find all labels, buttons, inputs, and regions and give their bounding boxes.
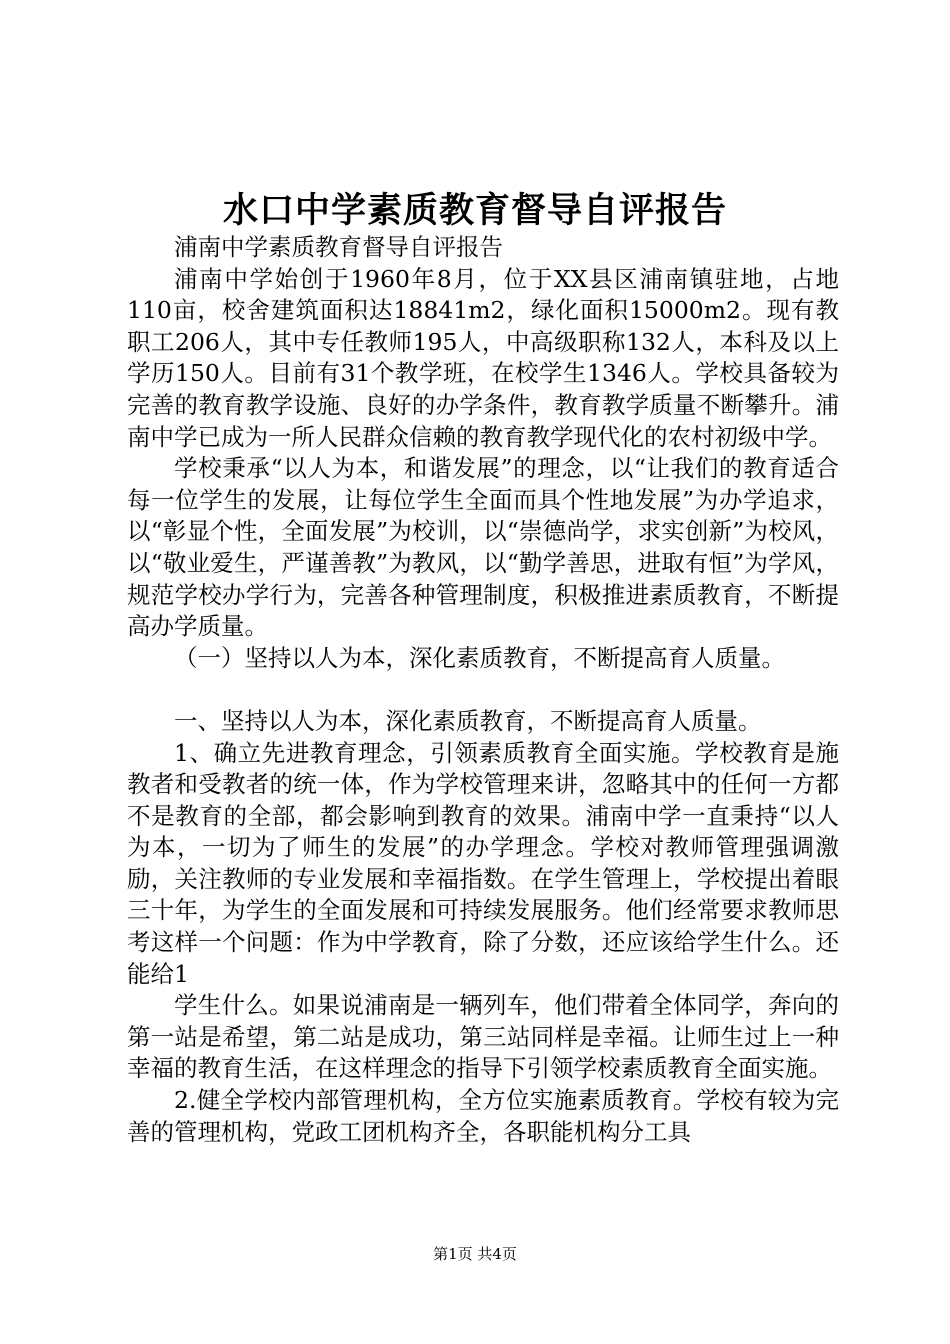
page-footer: 第1页 共4页: [433, 1245, 517, 1263]
paragraph-point-1: 1、确立先进教育理念，引领素质教育全面实施。学校教育是施教者和受教者的统一体，作为学校管理来讲，忽略其中的任何一方都不是教育的全部，都会影响到教育的效果。浦南中学一直秉持“以人为本，一切为了师生的发展”的办学理念。学校对教师管理强调激励，关注教师的专业发展和幸福指数。在学生管理上，学校提出着眼三十年，为学生的全面发展和可持续发展服务。他们经常要求教师思考这样一个问题：作为中学教育，除了分数，还应该给学生什么。还能给1: [127, 738, 839, 988]
paragraph-section-heading-1: （一）坚持以人为本，深化素质教育，不断提高育人质量。: [174, 643, 785, 672]
paragraph-school-philosophy: 学校秉承“以人为本，和谐发展”的理念，以“让我们的教育适合每一位学生的发展，让每位学生全面而具个性地发展”为办学追求，以“彰显个性，全面发展”为校训，以“崇德尚学，求实创新”为校风，以“敬业爱生，严谨善教”为教风，以“勤学善思，进取有恒”为学风，规范学校办学行为，完善各种管理制度，积极推进素质教育，不断提高办学质量。: [127, 454, 839, 641]
paragraph-subtitle: 浦南中学素质教育督导自评报告: [174, 233, 503, 261]
paragraph-point-2: 2.健全学校内部管理机构，全方位实施素质教育。学校有较为完善的管理机构，党政工团机构齐全，各职能机构分工具: [127, 1086, 839, 1146]
paragraph-school-intro: 浦南中学始创于1960年8月，位于XX县区浦南镇驻地，占地110亩，校舍建筑面积达18841m2，绿化面积15000m2。现有教职工206人，其中专任教师195人，中高级职称132人，本科及以上学历150人。目前有31个教学班，在校学生1346人。学校具备较为完善的教育教学设施、良好的办学条件，教育教学质量不断攀升。浦南中学已成为一所人民群众信赖的教育教学现代化的农村初级中学。: [127, 264, 839, 451]
paragraph-point-1-continued: 学生什么。如果说浦南是一辆列车，他们带着全体同学，奔向的第一站是希望，第二站是成功，第三站同样是幸福。让师生过上一种幸福的教育生活，在这样理念的指导下引领学校素质教育全面实施。: [127, 991, 839, 1083]
document-title: 水口中学素质教育督导自评报告: [222, 190, 727, 231]
paragraph-spacer: [127, 674, 839, 706]
document-body: [127, 232, 839, 1148]
paragraph-section-heading-2: 一、坚持以人为本，深化素质教育，不断提高育人质量。: [174, 706, 762, 735]
